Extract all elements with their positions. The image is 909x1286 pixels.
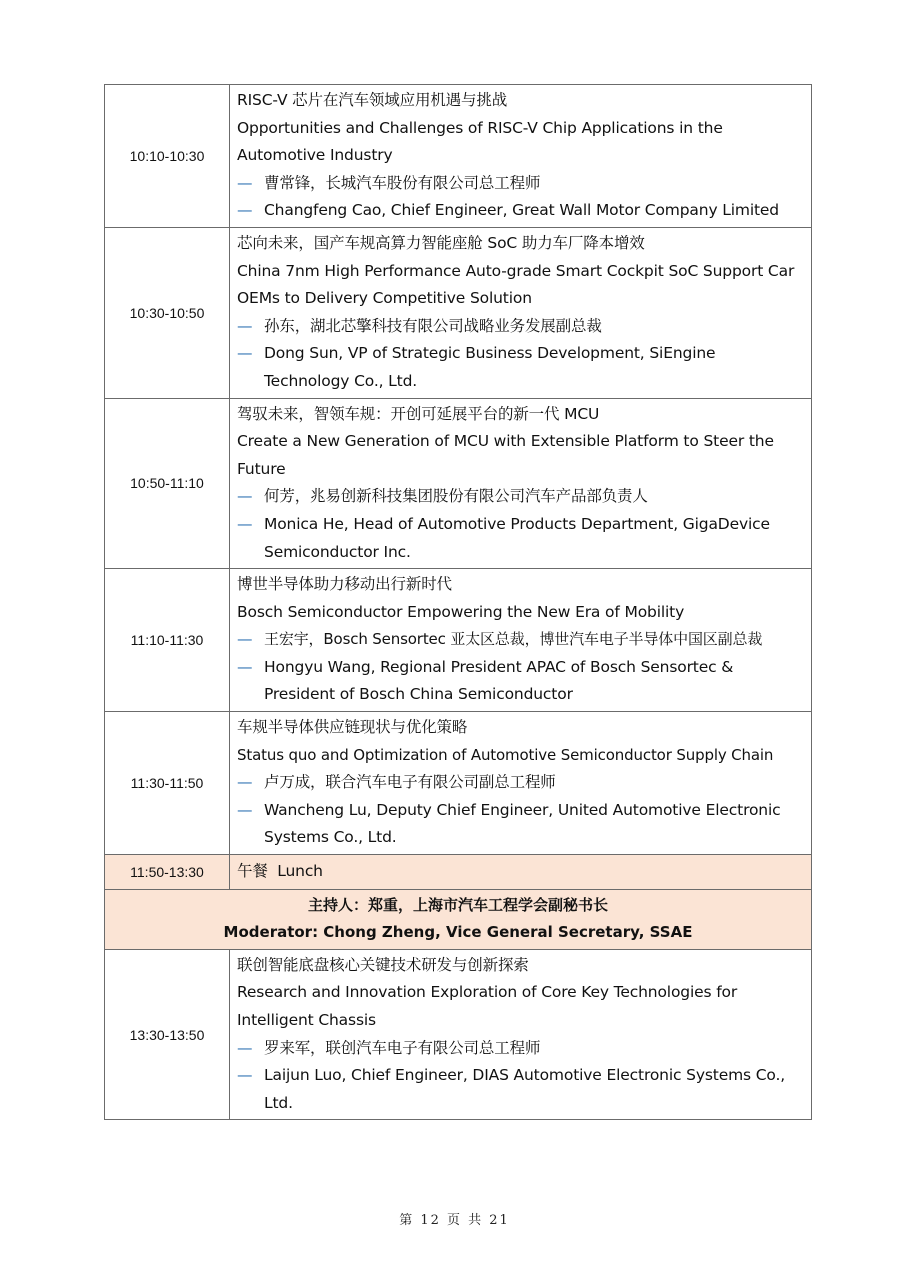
moderator-zh: 主持人：郑重，上海市汽车工程学会副秘书长 <box>307 895 608 914</box>
speaker-en: Changfeng Cao, Chief Engineer, Great Wall Motor Company Limited <box>264 201 779 220</box>
speaker-en-line <box>237 511 811 566</box>
speaker-zh: 罗来军，联创汽车电子有限公司总工程师 <box>264 1038 541 1057</box>
session-title-zh: 芯向未来，国产车规高算力智能座舱 SoC 助力车厂降本增效 <box>237 233 645 252</box>
session-title-zh: 博世半导体助力移动出行新时代 <box>237 575 452 594</box>
session-content <box>230 85 812 228</box>
speaker-dash: — <box>237 630 253 649</box>
table-row <box>105 712 812 855</box>
lunch-time: 11:50-13:30 <box>105 855 230 890</box>
speaker-zh: 曹常锋，长城汽车股份有限公司总工程师 <box>264 173 541 192</box>
session-title-en: Status quo and Optimization of Automotive Semiconductor Supply Chain <box>237 745 774 764</box>
speaker-dash: — <box>237 773 253 792</box>
speaker-en: Hongyu Wang, Regional President APAC of Bosch Sensortec & President of Bosch China Semiconductor <box>264 657 734 704</box>
speaker-dash: — <box>237 173 253 192</box>
session-title-en: Research and Innovation Exploration of Core Key Technologies for Intelligent Chassis <box>237 983 738 1029</box>
speaker-en-line <box>237 340 811 395</box>
lunch-label-text: 午餐 Lunch <box>237 862 323 881</box>
session-title-zh: 联创智能底盘核心关键技术研发与创新探索 <box>237 955 529 974</box>
speaker-zh: 孙东，湖北芯擎科技有限公司战略业务发展副总裁 <box>264 316 602 335</box>
session-content <box>230 949 812 1120</box>
session-title-zh: 驾驭未来，智领车规：开创可延展平台的新一代 MCU <box>237 404 600 423</box>
session-time: 10:30-10:50 <box>105 227 230 398</box>
session-title-en: Bosch Semiconductor Empowering the New Era of Mobility <box>237 602 685 621</box>
session-time: 13:30-13:50 <box>105 949 230 1120</box>
speaker-zh: 何芳，兆易创新科技集团股份有限公司汽车产品部负责人 <box>264 487 648 506</box>
lunch-row <box>105 855 812 890</box>
speaker-dash: — <box>237 316 253 335</box>
speaker-en: Wancheng Lu, Deputy Chief Engineer, United Automotive Electronic Systems Co., Ltd. <box>264 800 781 847</box>
speaker-zh-line <box>237 626 811 654</box>
session-time: 10:50-11:10 <box>105 398 230 569</box>
speaker-en-line <box>237 654 811 709</box>
speaker-dash: — <box>237 1066 253 1085</box>
speaker-dash: — <box>237 800 253 819</box>
session-content <box>230 227 812 398</box>
session-title-en: Opportunities and Challenges of RISC-V Chip Applications in the Automotive Industry <box>237 118 723 165</box>
table-row <box>105 398 812 569</box>
session-title-zh: RISC-V 芯片在汽车领域应用机遇与挑战 <box>237 91 508 109</box>
speaker-en-line <box>237 197 811 225</box>
session-title-zh: 车规半导体供应链现状与优化策略 <box>237 718 468 737</box>
session-content <box>230 569 812 712</box>
speaker-en-line <box>237 1062 811 1117</box>
lunch-label <box>230 855 812 890</box>
session-content <box>230 398 812 569</box>
speaker-zh: 王宏宇，Bosch Sensortec 亚太区总裁，博世汽车电子半导体中国区副总裁 <box>264 630 763 649</box>
moderator-en: Moderator: Chong Zheng, Vice General Secretary, SSAE <box>223 923 693 942</box>
session-title-en: Create a New Generation of MCU with Extensible Platform to Steer the Future <box>237 432 774 478</box>
table-row <box>105 85 812 228</box>
moderator-row <box>105 889 812 949</box>
table-row <box>105 227 812 398</box>
speaker-en: Monica He, Head of Automotive Products Department, GigaDevice Semiconductor Inc. <box>264 514 770 561</box>
speaker-zh: 卢万成，联合汽车电子有限公司副总工程师 <box>264 773 556 792</box>
speaker-dash: — <box>237 514 253 533</box>
table-row <box>105 949 812 1120</box>
speaker-zh-line <box>237 313 811 341</box>
speaker-zh-line <box>237 1035 811 1063</box>
speaker-dash: — <box>237 657 253 676</box>
page-footer <box>0 1209 909 1228</box>
session-content <box>230 712 812 855</box>
session-time: 10:10-10:30 <box>105 85 230 228</box>
table-row <box>105 569 812 712</box>
speaker-dash: — <box>237 487 253 506</box>
speaker-dash: — <box>237 201 253 220</box>
session-time: 11:10-11:30 <box>105 569 230 712</box>
speaker-zh-line <box>237 170 811 198</box>
speaker-en-line <box>237 797 811 852</box>
session-title-en: China 7nm High Performance Auto-grade Smart Cockpit SoC Support Car OEMs to Delivery Competitive Solution <box>237 261 795 308</box>
speaker-dash: — <box>237 344 253 363</box>
speaker-en: Dong Sun, VP of Strategic Business Development, SiEngine Technology Co., Ltd. <box>264 344 716 390</box>
agenda-table <box>104 84 812 1120</box>
speaker-en: Laijun Luo, Chief Engineer, DIAS Automotive Electronic Systems Co., Ltd. <box>264 1066 786 1112</box>
speaker-dash: — <box>237 1038 253 1057</box>
moderator-cell <box>105 889 812 949</box>
page-number: 第 12 页 共 21 <box>399 1213 510 1228</box>
session-time: 11:30-11:50 <box>105 712 230 855</box>
speaker-zh-line <box>237 769 811 797</box>
speaker-zh-line <box>237 483 811 511</box>
